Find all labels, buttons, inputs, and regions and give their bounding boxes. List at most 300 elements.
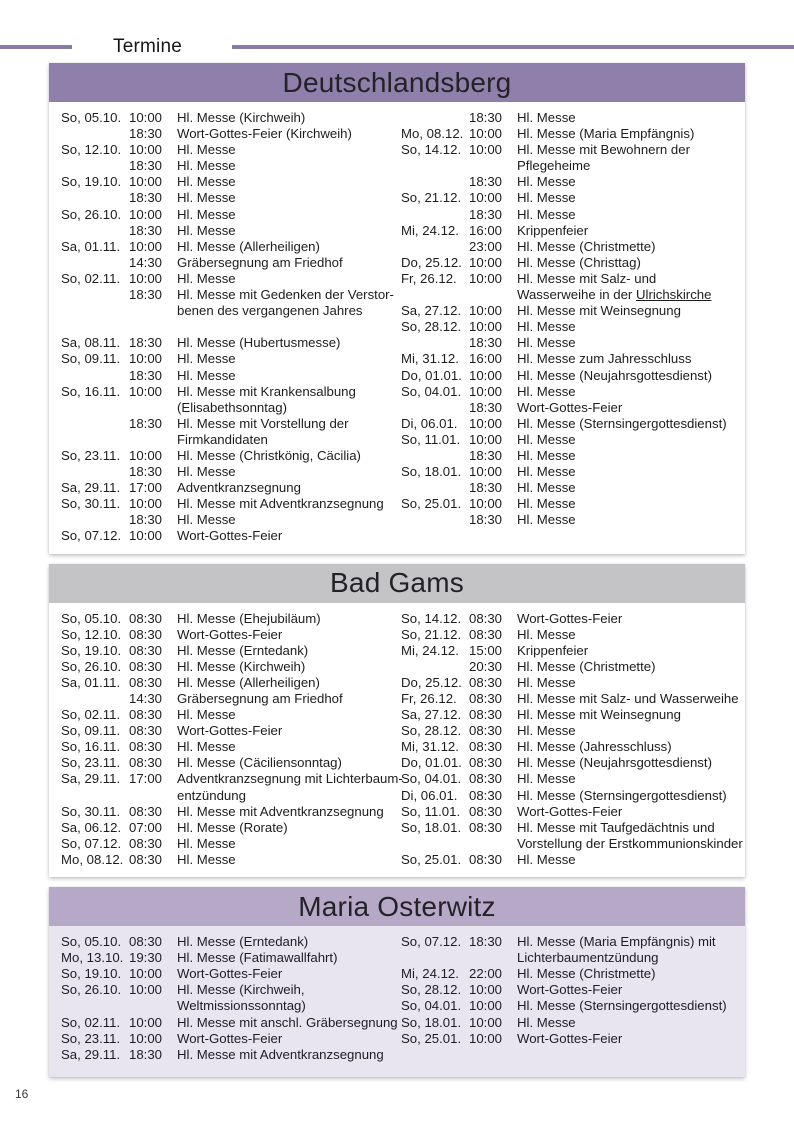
event-time	[469, 950, 510, 966]
header-rule-right	[232, 45, 794, 49]
event-date: So, 11.01.	[401, 803, 461, 819]
event-time: 18:30	[469, 110, 503, 125]
schedule-row	[401, 142, 731, 158]
schedule-row	[61, 319, 391, 335]
schedule-row	[401, 611, 731, 627]
schedule-row	[61, 416, 391, 432]
event-description: Hl. Messe (Sternsingergottesdienst)	[517, 415, 727, 431]
event-time	[469, 287, 510, 303]
event-time	[129, 303, 170, 319]
event-date	[61, 287, 122, 303]
event-description: Hl. Messe (Christmette)	[517, 658, 656, 674]
event-time: 08:30	[129, 934, 163, 950]
event-description: Hl. Messe	[517, 512, 576, 528]
event-time: 18:30	[129, 335, 163, 351]
event-time: 08:30	[129, 755, 163, 771]
section-maria-osterwitz	[49, 887, 745, 1077]
event-description: Hl. Messe	[517, 206, 576, 222]
event-time: 17:00	[129, 480, 163, 496]
event-time: 10:00	[129, 496, 163, 512]
schedule-row	[401, 174, 731, 190]
schedule-column-1	[61, 934, 398, 1063]
schedule-row	[401, 416, 731, 432]
schedule-row	[401, 303, 731, 319]
event-time: 10:00	[129, 1014, 163, 1030]
schedule-row	[61, 271, 391, 287]
schedule-row	[61, 1031, 391, 1047]
page-header	[0, 0, 794, 58]
event-description: Hl. Messe	[177, 270, 236, 286]
schedule-sections	[49, 63, 745, 1077]
event-time: 10:00	[469, 319, 503, 335]
event-description: Hl. Messe mit Vorstellung der	[177, 415, 349, 431]
event-description: Hl. Messe	[517, 110, 576, 125]
event-time: 10:00	[129, 982, 163, 998]
schedule-row	[61, 771, 403, 787]
schedule-row	[61, 207, 391, 223]
event-date	[401, 287, 462, 303]
event-date: So, 07.12.	[61, 528, 122, 544]
event-description: Hl. Messe	[517, 1014, 576, 1030]
event-description: Hl. Messe	[177, 174, 236, 190]
event-date: So, 04.01.	[401, 383, 462, 399]
event-time: 16:00	[469, 222, 503, 238]
event-date: So, 18.01.	[401, 464, 462, 480]
schedule-row	[61, 836, 391, 852]
schedule-row	[61, 1014, 398, 1031]
event-description: Hl. Messe	[517, 319, 576, 335]
event-date: So, 04.01.	[401, 998, 462, 1014]
section-body-bad-gams	[49, 603, 745, 878]
schedule-row	[61, 659, 391, 675]
schedule-row	[61, 966, 391, 982]
schedule-row	[61, 432, 391, 448]
event-date: Do, 25.12.	[401, 674, 462, 690]
schedule-row	[61, 255, 391, 271]
event-time: 08:30	[469, 674, 503, 690]
schedule-row	[61, 239, 391, 255]
event-time: 10:00	[129, 383, 163, 399]
event-description: Hl. Messe mit Weinsegnung	[517, 707, 681, 723]
event-date: Mo, 08.12.	[401, 126, 464, 142]
event-date: So, 09.11.	[61, 723, 121, 739]
event-time: 07:00	[129, 819, 163, 835]
event-time: 08:30	[469, 771, 503, 787]
event-description: Hl. Messe (Fatimawallfahrt)	[177, 950, 338, 966]
event-date	[401, 239, 462, 255]
event-time: 10:00	[469, 303, 503, 319]
schedule-row	[61, 480, 391, 496]
event-time: 10:00	[469, 464, 503, 480]
event-date	[61, 998, 122, 1014]
schedule-row	[401, 934, 731, 950]
event-description: Hl. Messe mit Salz- und Wasserweihe	[517, 691, 739, 706]
event-date: So, 19.10.	[61, 642, 122, 658]
event-date: So, 02.11.	[61, 707, 121, 723]
event-description: Wort-Gottes-Feier	[517, 982, 623, 998]
event-date: Sa, 29.11.	[61, 480, 121, 496]
event-time: 18:30	[129, 464, 163, 480]
event-time: 18:30	[129, 190, 163, 206]
event-time	[129, 432, 170, 448]
event-time: 18:30	[129, 367, 163, 383]
schedule-row	[61, 464, 391, 480]
schedule-row	[401, 723, 731, 739]
schedule-row	[401, 788, 731, 804]
schedule-row	[401, 110, 731, 126]
event-date: Sa, 29.11.	[61, 1046, 121, 1062]
event-date: So, 26.10.	[61, 982, 122, 998]
event-date: So, 19.10.	[61, 966, 122, 982]
event-time: 20:30	[469, 658, 503, 674]
event-time: 08:30	[129, 674, 163, 690]
schedule-row	[401, 480, 731, 496]
event-description: Hl. Messe (Sternsingergottesdienst)	[517, 998, 727, 1014]
event-date: So, 28.12.	[401, 982, 462, 998]
event-date: So, 23.11.	[61, 447, 121, 463]
event-description: Hl. Messe	[517, 851, 576, 867]
schedule-row	[401, 1015, 731, 1031]
schedule-row	[401, 223, 731, 239]
schedule-row	[401, 804, 731, 820]
header-rule-left	[0, 45, 72, 49]
schedule-row	[61, 496, 391, 512]
event-date: So, 18.01.	[401, 1014, 462, 1030]
event-description: Hl. Messe (Christkönig, Cäcilia)	[177, 447, 361, 463]
section-title-maria-osterwitz: Maria Osterwitz	[49, 887, 745, 926]
event-date: Di, 06.01.	[401, 787, 458, 803]
schedule-row	[61, 627, 391, 643]
event-description: Hl. Messe mit Adventkranzsegnung	[177, 803, 384, 819]
schedule-row	[401, 368, 731, 384]
event-date: So, 21.12.	[401, 626, 462, 642]
event-description: Krippenfeier	[517, 222, 589, 238]
event-date: So, 25.01.	[401, 496, 462, 512]
event-description: Hl. Messe (Kirchweih)	[177, 110, 306, 125]
schedule-row	[61, 739, 391, 755]
event-date	[401, 950, 462, 966]
event-description: Hl. Messe mit Adventkranzsegnung	[177, 1046, 384, 1062]
event-description: Wort-Gottes-Feier	[517, 1030, 623, 1046]
event-date: So, 05.10.	[61, 610, 122, 626]
event-time: 10:00	[469, 998, 503, 1014]
event-description: Hl. Messe (Christmette)	[517, 966, 656, 982]
event-time: 08:30	[469, 739, 503, 755]
event-date: Mi, 24.12.	[401, 966, 459, 982]
event-date: So, 02.11.	[61, 270, 121, 286]
event-time: 10:00	[469, 270, 503, 286]
event-date	[61, 190, 122, 206]
event-description: Hl. Messe (Neujahrsgottesdienst)	[517, 367, 712, 383]
schedule-row	[401, 950, 731, 966]
schedule-row	[61, 1047, 391, 1063]
event-description: Hl. Messe	[177, 206, 236, 222]
event-time	[469, 158, 510, 174]
schedule-row	[401, 400, 731, 416]
event-date: So, 04.01.	[401, 771, 462, 787]
event-time: 18:30	[469, 480, 503, 496]
schedule-row	[61, 351, 391, 367]
event-description: Hl. Messe	[177, 142, 236, 158]
schedule-row	[61, 611, 391, 627]
event-description: Hl. Messe (Allerheiligen)	[177, 674, 320, 690]
schedule-row	[61, 707, 391, 723]
schedule-row	[61, 126, 391, 142]
event-description: entzündung	[177, 787, 246, 803]
schedule-row	[401, 820, 731, 836]
event-description: Hl. Messe	[177, 707, 236, 723]
event-date: Sa, 06.12.	[61, 819, 122, 835]
event-time: 08:30	[129, 707, 163, 723]
event-date	[401, 659, 462, 675]
event-time: 18:30	[469, 335, 503, 351]
event-description: Wort-Gottes-Feier	[177, 723, 283, 739]
event-description: Hl. Messe	[517, 496, 576, 512]
event-time: 18:30	[129, 512, 163, 528]
schedule-row	[401, 691, 739, 707]
schedule-row	[61, 528, 391, 544]
event-description: Adventkranzsegnung	[177, 480, 301, 496]
schedule-row	[401, 384, 731, 400]
schedule-row	[401, 496, 731, 512]
event-description: Hl. Messe mit Weinsegnung	[517, 303, 681, 319]
schedule-row	[61, 934, 391, 950]
event-date: Do, 01.01.	[401, 367, 462, 383]
event-description: Adventkranzsegnung mit Lichterbaum-	[177, 771, 403, 787]
schedule-row	[61, 755, 391, 771]
schedule-row	[401, 335, 731, 351]
event-time: 08:30	[129, 835, 163, 851]
event-time: 10:00	[129, 447, 163, 463]
event-date	[61, 416, 122, 432]
event-description: Lichterbaumentzündung	[517, 950, 659, 966]
event-time: 10:00	[129, 528, 163, 544]
event-description: Gräbersegnung am Friedhof	[177, 254, 343, 270]
schedule-column-1	[61, 110, 394, 545]
schedule-row	[401, 643, 731, 659]
event-date	[401, 400, 462, 416]
event-date	[401, 480, 462, 496]
schedule-row	[61, 788, 391, 804]
schedule-row	[401, 351, 731, 367]
schedule-row	[61, 174, 391, 190]
schedule-row	[61, 852, 391, 868]
event-time: 08:30	[469, 691, 503, 706]
event-date: So, 18.01.	[401, 819, 462, 835]
event-description: Hl. Messe	[177, 512, 236, 528]
event-description: Vorstellung der Erstkommunionskinder	[517, 835, 743, 851]
section-body-maria-osterwitz	[49, 926, 745, 1077]
event-date: So, 14.12.	[401, 142, 462, 158]
event-time: 08:30	[129, 723, 163, 739]
event-description: Hl. Messe mit Salz- und	[517, 270, 657, 286]
event-time: 10:00	[469, 367, 503, 383]
event-date: So, 12.10.	[61, 142, 122, 158]
event-time: 15:00	[469, 642, 503, 658]
event-description: Gräbersegnung am Friedhof	[177, 691, 343, 706]
event-description: Hl. Messe (Rorate)	[177, 819, 288, 835]
event-time: 10:00	[129, 110, 163, 125]
event-time: 18:30	[469, 934, 503, 950]
event-description: Hl. Messe	[517, 480, 576, 496]
event-description: Hl. Messe (Kirchweih,	[177, 982, 305, 998]
event-date	[61, 319, 122, 335]
event-description: Wasserweihe in der Ulrichskirche	[517, 287, 712, 303]
event-time: 10:00	[129, 238, 163, 254]
event-description: Hl. Messe	[177, 464, 236, 480]
event-date: So, 09.11.	[61, 351, 121, 367]
event-time: 10:00	[469, 431, 503, 447]
schedule-row	[61, 643, 391, 659]
event-date: Sa, 01.11.	[61, 674, 121, 690]
event-description: Hl. Messe (Christtag)	[517, 254, 641, 270]
event-time: 10:00	[129, 351, 163, 367]
event-date	[61, 512, 122, 528]
event-time: 10:00	[469, 126, 503, 142]
event-time: 08:30	[469, 707, 503, 723]
event-date: Mi, 31.12.	[401, 351, 459, 367]
event-date: Do, 01.01.	[401, 755, 462, 771]
schedule-row	[61, 110, 391, 126]
event-date: Fr, 26.12.	[401, 270, 457, 286]
event-date	[401, 335, 462, 351]
schedule-row	[401, 126, 731, 142]
event-time: 16:00	[469, 351, 503, 367]
event-description: Hl. Messe mit Taufgedächtnis und	[517, 819, 715, 835]
section-title-deutschlandsberg: Deutschlandsberg	[49, 63, 745, 102]
schedule-row	[401, 287, 731, 303]
event-time: 18:30	[129, 287, 163, 303]
page-number: 16	[15, 1087, 29, 1101]
event-time: 10:00	[469, 982, 503, 998]
event-description: Hl. Messe	[517, 723, 576, 739]
event-description: Hl. Messe	[177, 351, 236, 367]
event-date	[61, 368, 122, 384]
event-time: 08:30	[129, 642, 163, 658]
event-description: Hl. Messe (Cäciliensonntag)	[177, 755, 342, 771]
event-date	[61, 255, 122, 271]
event-time: 10:00	[469, 1014, 503, 1030]
event-time	[129, 998, 170, 1014]
event-description	[177, 319, 391, 335]
event-description: Hl. Messe (Erntedank)	[177, 934, 309, 950]
event-description: Hl. Messe	[177, 190, 236, 206]
schedule-row	[401, 627, 731, 643]
event-date: So, 23.11.	[61, 1030, 121, 1046]
event-time	[129, 788, 170, 804]
event-time: 10:00	[469, 1030, 503, 1046]
event-date: So, 05.10.	[61, 110, 122, 125]
event-description: Hl. Messe (Allerheiligen)	[177, 238, 320, 254]
event-date: So, 26.10.	[61, 658, 122, 674]
schedule-column-2	[401, 610, 743, 869]
event-time: 18:30	[469, 399, 503, 415]
event-date: Mi, 31.12.	[401, 739, 459, 755]
event-time: 08:30	[469, 803, 503, 819]
schedule-row	[61, 448, 391, 464]
event-time: 18:30	[469, 206, 503, 222]
event-date: So, 05.10.	[61, 934, 122, 950]
event-date: So, 11.01.	[401, 431, 461, 447]
schedule-row	[401, 207, 731, 223]
event-date: So, 28.12.	[401, 723, 462, 739]
event-time: 10:00	[129, 206, 163, 222]
event-description: Hl. Messe	[177, 835, 236, 851]
schedule-row	[61, 303, 391, 319]
event-description: Weltmissionssonntag)	[177, 998, 306, 1014]
event-date	[401, 448, 462, 464]
event-description: Wort-Gottes-Feier	[517, 803, 623, 819]
event-description: Hl. Messe	[517, 335, 576, 351]
event-time: 10:00	[129, 142, 163, 158]
event-description: Hl. Messe mit anschl. Gräbersegnung	[177, 1014, 398, 1030]
event-time	[469, 836, 510, 852]
event-time: 19:30	[129, 950, 163, 966]
event-date	[401, 836, 462, 852]
schedule-row	[61, 820, 391, 836]
event-time: 23:00	[469, 238, 503, 254]
event-time: 18:30	[129, 126, 163, 142]
event-date	[61, 303, 122, 319]
event-description: Hl. Messe	[177, 739, 236, 755]
section-title-bad-gams: Bad Gams	[49, 564, 745, 603]
event-description: Hl. Messe (Hubertusmesse)	[177, 335, 341, 351]
schedule-row	[401, 158, 731, 174]
event-date: So, 25.01.	[401, 1030, 462, 1046]
event-date: So, 02.11.	[61, 1014, 121, 1030]
event-date	[401, 158, 462, 174]
event-date	[61, 223, 122, 239]
event-description: benen des vergangenen Jahres	[177, 303, 363, 319]
schedule-row	[61, 512, 391, 528]
event-date	[401, 174, 462, 190]
event-description: Hl. Messe	[517, 383, 576, 399]
event-time: 08:30	[129, 803, 163, 819]
schedule-column-1	[61, 610, 403, 869]
event-time: 10:00	[469, 254, 503, 270]
event-date: Sa, 27.12.	[401, 303, 462, 319]
event-description: Hl. Messe (Maria Empfängnis)	[517, 126, 695, 142]
event-date: Mo, 13.10.	[61, 950, 124, 966]
event-description: Hl. Messe	[517, 190, 576, 206]
event-date: Sa, 29.11.	[61, 771, 121, 787]
schedule-row	[61, 400, 391, 416]
schedule-row	[401, 239, 731, 255]
event-date: So, 26.10.	[61, 206, 122, 222]
event-date: Sa, 08.11.	[61, 335, 121, 351]
event-time: 10:00	[129, 270, 163, 286]
event-time: 18:30	[469, 174, 503, 190]
event-time: 08:30	[469, 610, 503, 626]
event-date: So, 21.12.	[401, 190, 462, 206]
event-time: 08:30	[129, 658, 163, 674]
schedule-row	[401, 707, 731, 723]
event-time: 08:30	[129, 610, 163, 626]
event-date	[61, 158, 122, 174]
event-date: So, 16.11.	[61, 739, 121, 755]
schedule-row	[401, 852, 731, 868]
event-time: 10:00	[469, 190, 503, 206]
schedule-row	[401, 966, 731, 982]
schedule-row	[61, 804, 391, 820]
event-date	[61, 691, 122, 707]
schedule-row	[401, 771, 731, 787]
event-time: 10:00	[129, 1030, 163, 1046]
event-time	[129, 400, 170, 416]
event-description: Hl. Messe (Maria Empfängnis) mit	[517, 934, 716, 950]
event-date	[61, 788, 122, 804]
event-date: Mi, 24.12.	[401, 642, 459, 658]
